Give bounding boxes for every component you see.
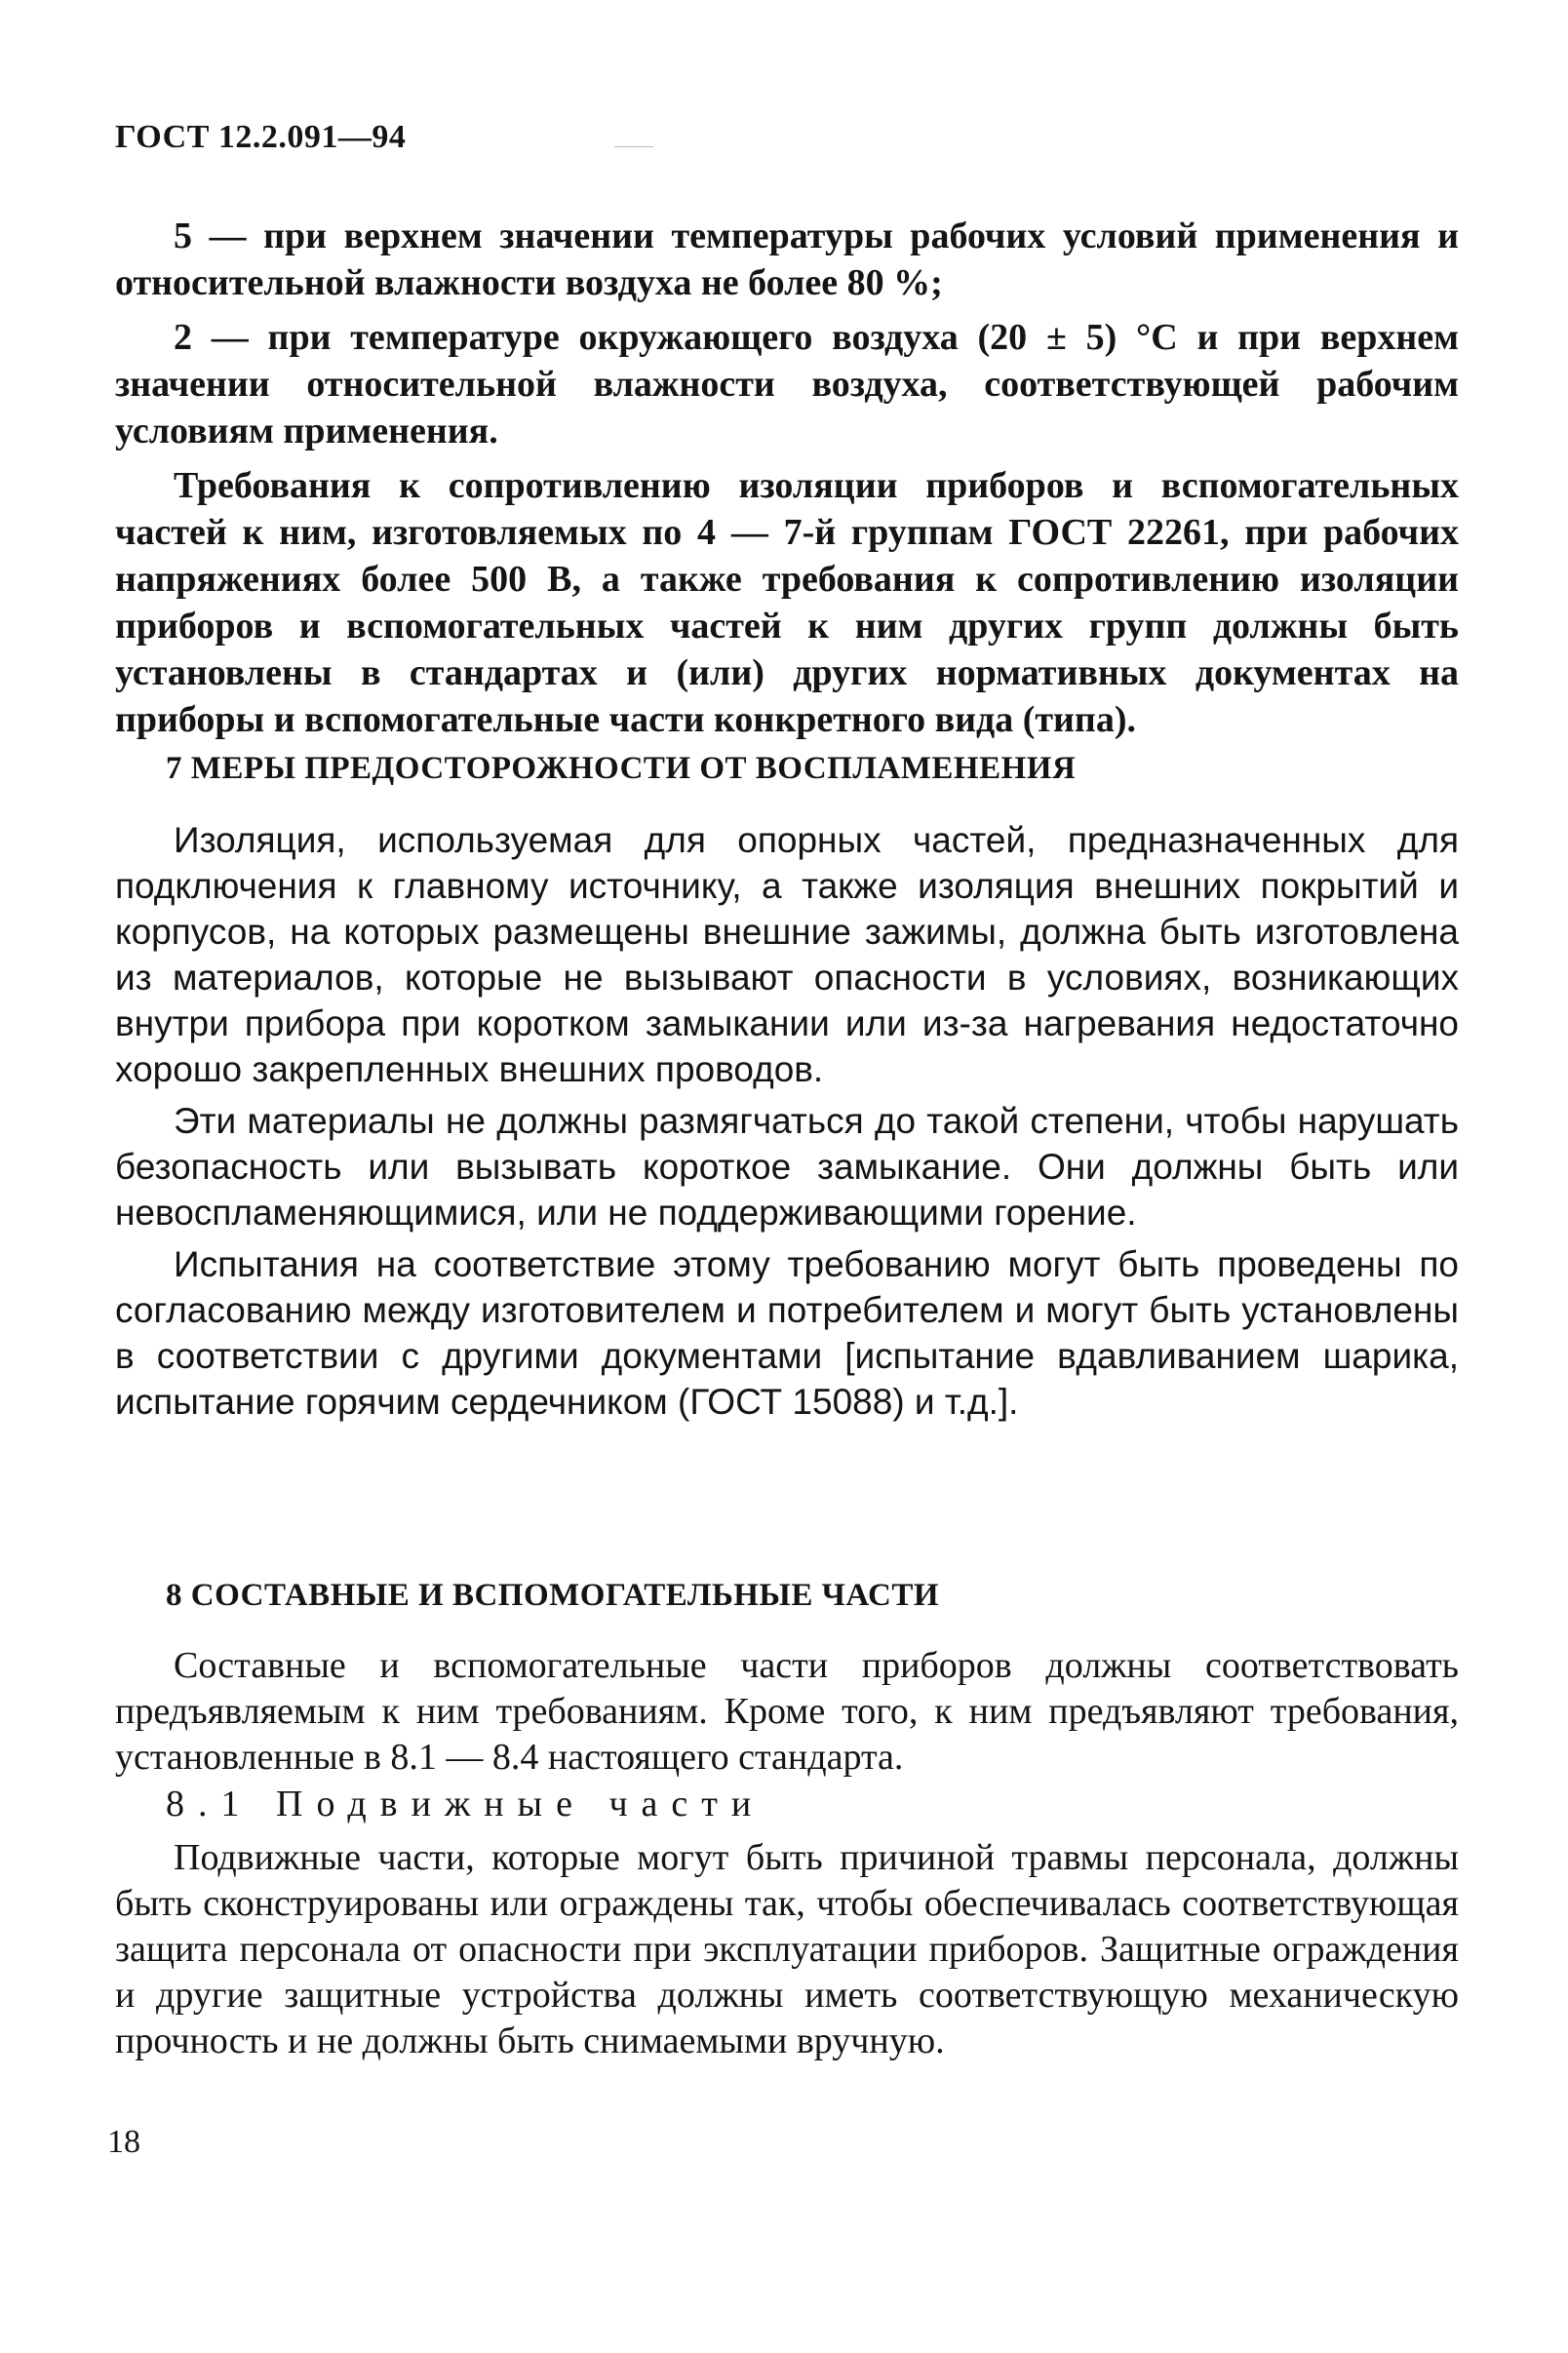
page-number: 18 — [107, 2124, 140, 2160]
intro-block — [115, 213, 1459, 751]
section-7-paragraph: Эти материалы не должны размягчаться до такой степени, чтобы нарушать безопасность или вызывать короткое замыкание. Они должны быть или невоспламеняющимися, или не поддерживающими горение. — [115, 1101, 1459, 1233]
intro-paragraph: 2 — при температуре окружающего воздуха (20 ± 5) °С и при верхнем значении относительной влажности воздуха, соответствующей рабочим условиям применения. — [115, 317, 1459, 451]
document-header: ГОСТ 12.2.091—94 — [115, 119, 407, 155]
section-8-paragraph: Составные и вспомогательные части приборов должны соответствовать предъявляемым к ним требованиям. Кроме того, к ним предъявляют требования, установленные в 8.1 — 8.4 настоящего стандарта. — [115, 1645, 1459, 1778]
section-8-heading: 8 СОСТАВНЫЕ И ВСПОМОГАТЕЛЬНЫЕ ЧАСТИ — [166, 1578, 940, 1613]
subsection-8-1-heading: 8.1 Подвижные части — [166, 1784, 765, 1824]
section-7-paragraph: Испытания на соответствие этому требованию могут быть проведены по согласованию между изготовителем и потребителем и могут быть установлены в соответствии с другими документами [испытание вдавливанием шарика, испытание горячим сердечником (ГОСТ 15088) и т.д.]. — [115, 1244, 1459, 1422]
subsection-8-1-paragraph: Подвижные части, которые могут быть причиной травмы персонала, должны быть сконструированы или ограждены так, чтобы обеспечивалась соответствующая защита персонала от опасности при эксплуатации приборов. Защитные ограждения и другие защитные устройства должны иметь соответствующую механическую прочность и не должны быть снимаемыми вручную. — [115, 1837, 1459, 2061]
section-7-paragraph: Изоляция, используемая для опорных частей, предназначенных для подключения к главному источнику, а также изоляция внешних покрытий и корпусов, на которых размещены внешние зажимы, должна быть изготовлена из материалов, которые не вызывают опасности в условиях, возникающих внутри прибора при коротком замыкании или из-за нагревания недостаточно хорошо закрепленных внешних проводов. — [115, 820, 1459, 1089]
scan-mark — [614, 146, 653, 147]
subsection-8-1-body — [115, 1835, 1459, 2070]
intro-paragraph: Требования к сопротивлению изоляции приборов и вспомогательных частей к ним, изготовляемых по 4 — 7-й группам ГОСТ 22261, при рабочих напряжениях более 500 В, а также требования к сопротивлению изоляции приборов и вспомогательных частей к ним других групп должны быть установлены в стандартах и (или) других нормативных документах на приборы и вспомогательные части конкретного вида (типа). — [115, 465, 1459, 740]
section-7-body — [115, 817, 1459, 1431]
section-7-heading: 7 МЕРЫ ПРЕДОСТОРОЖНОСТИ ОТ ВОСПЛАМЕНЕНИЯ — [166, 751, 1077, 786]
intro-paragraph: 5 — при верхнем значении температуры рабочих условий применения и относительной влажности воздуха не более 80 %; — [115, 216, 1459, 303]
section-8-body — [115, 1643, 1459, 1786]
